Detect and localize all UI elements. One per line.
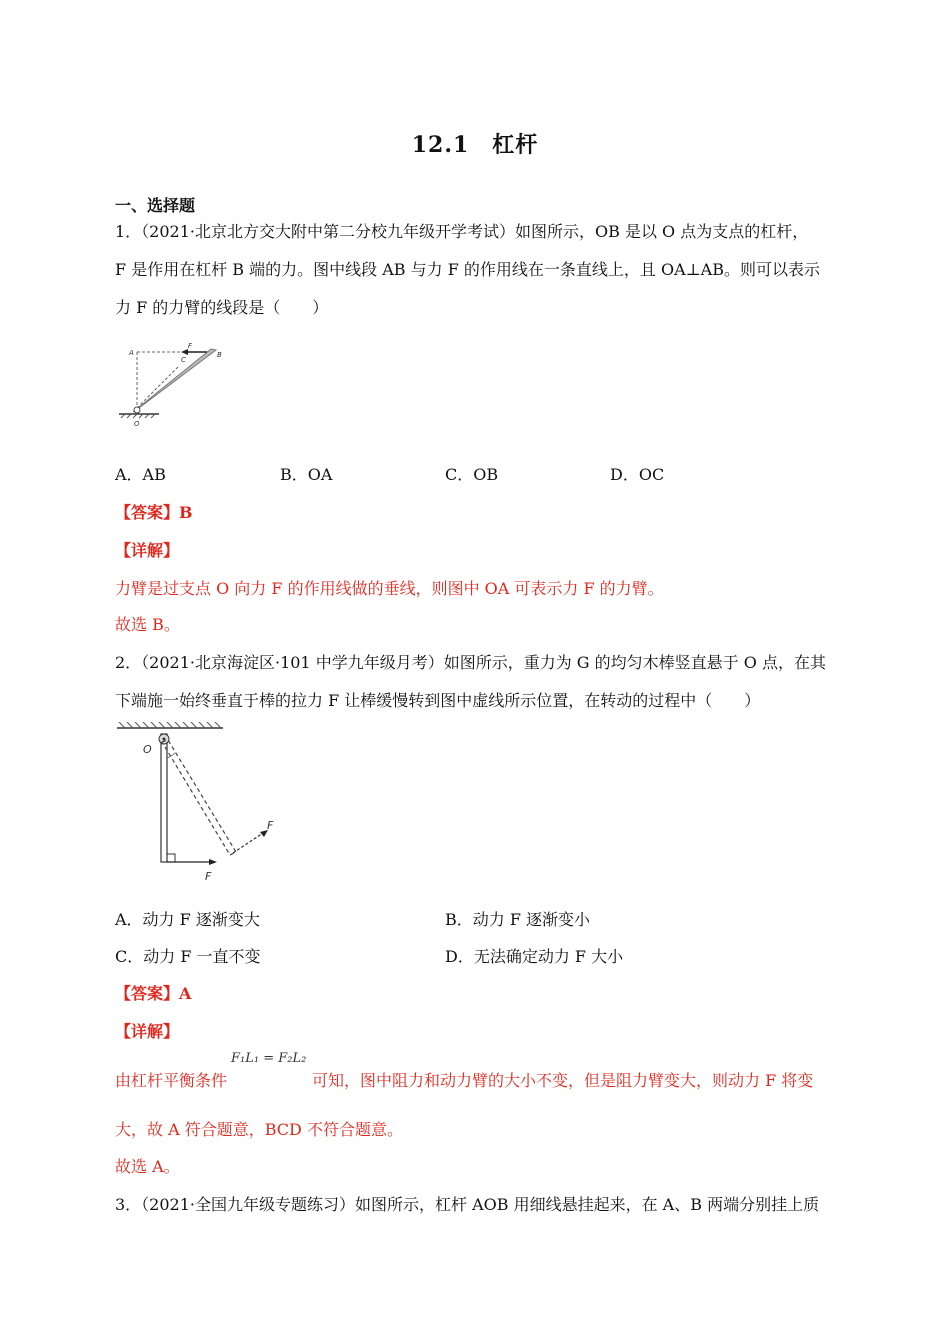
q2-rod-figure	[115, 722, 285, 884]
q1-label-b: B	[217, 351, 222, 359]
q1-lever-figure	[115, 338, 230, 430]
q2-answer: 【答案】A	[115, 984, 192, 1003]
q1-detail-label: 【详解】	[115, 541, 180, 560]
q2-option-c: C．动力 F 一直不变	[115, 947, 261, 966]
q1-option-c: C．OB	[445, 465, 499, 484]
q2-explanation-prefix: 由杠杆平衡条件	[115, 1071, 228, 1090]
q2-stem-line1: 2．（2021·北京海淀区·101 中学九年级月考）如图所示，重力为 G 的均匀木棒竖直悬于 O 点，在其	[115, 653, 826, 672]
q1-label-a: A	[129, 349, 134, 357]
q2-option-b: B．动力 F 逐渐变小	[445, 910, 591, 929]
page-title: 12.1 杠杆	[411, 132, 539, 158]
q1-stem-line1: 1．（2021·北京北方交大附中第二分校九年级开学考试）如图所示，OB 是以 O 点为支点的杠杆，	[115, 222, 809, 241]
q1-label-c: C	[181, 356, 186, 364]
q2-label-f-dashed: F	[267, 819, 274, 832]
q1-stem-line3: 力 F 的力臂的线段是（ ）	[115, 298, 329, 317]
q2-option-d: D．无法确定动力 F 大小	[445, 947, 624, 966]
q1-option-d: D．OC	[610, 465, 665, 484]
q1-explanation: 力臂是过支点 O 向力 F 的作用线做的垂线，则图中 OA 可表示力 F 的力臂。	[115, 579, 664, 598]
q2-explanation-line2: 大，故 A 符合题意，BCD 不符合题意。	[115, 1120, 403, 1139]
q3-stem-line1: 3．（2021·全国九年级专题练习）如图所示，杠杆 AOB 用细线悬挂起来，在 A、B 两端分别挂上质	[115, 1195, 820, 1214]
q2-conclusion: 故选 A。	[115, 1157, 180, 1176]
q1-answer: 【答案】B	[115, 503, 193, 522]
q2-label-f: F	[205, 870, 212, 883]
q2-explanation-suffix: 可知，图中阻力和动力臂的大小不变，但是阻力臂变大，则动力 F 将变	[312, 1071, 814, 1090]
q2-stem-line2: 下端施一始终垂直于棒的拉力 F 让棒缓慢转到图中虚线所示位置，在转动的过程中（ ）	[115, 691, 761, 710]
section-heading: 一、选择题	[115, 196, 196, 215]
q1-conclusion: 故选 B。	[115, 615, 180, 634]
q1-stem-line2: F 是作用在杠杆 B 端的力。图中线段 AB 与力 F 的作用线在一条直线上，且 OA⊥AB。则可以表示	[115, 260, 820, 279]
q2-detail-label: 【详解】	[115, 1022, 180, 1041]
q2-option-a: A．动力 F 逐渐变大	[115, 910, 260, 929]
q1-option-b: B．OA	[280, 465, 333, 484]
q2-label-o: O	[143, 743, 152, 756]
q1-label-o: O	[134, 420, 140, 428]
q1-option-a: A．AB	[115, 465, 166, 484]
q2-formula: F₁L₁ = F₂L₂	[231, 1051, 307, 1066]
q1-label-f: F	[188, 342, 193, 350]
